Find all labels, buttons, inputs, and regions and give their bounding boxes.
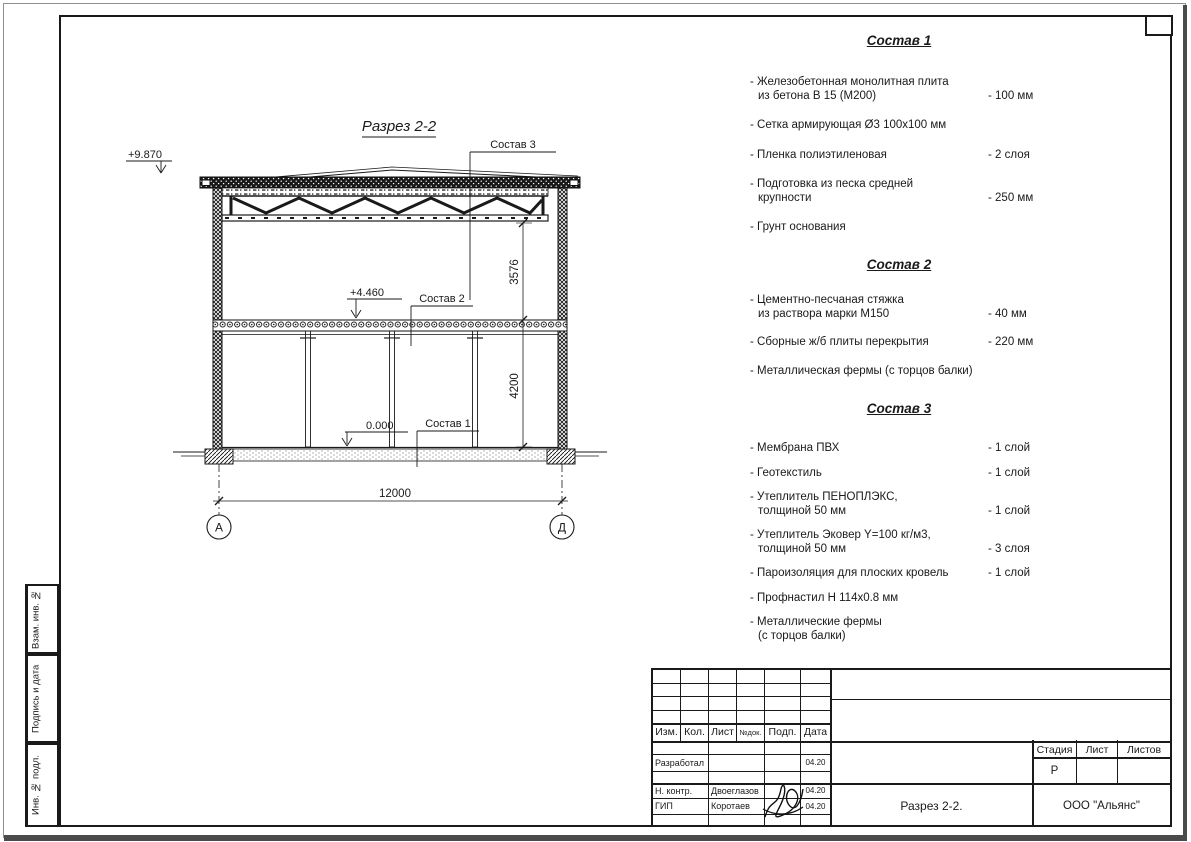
ground-floor	[173, 448, 607, 465]
sidebar-cell-inv	[25, 743, 59, 827]
tb-stage-label: Стадия	[1036, 743, 1073, 756]
wall-left	[213, 188, 222, 450]
tb-name-dvoeglazov: Двоеглазов	[711, 785, 759, 796]
composition-1-title: Состав 1	[866, 33, 932, 48]
wall-right	[558, 188, 567, 450]
label-sostav2: Состав 2	[419, 293, 465, 305]
list-item: - Геотекстиль - 1 слой	[750, 466, 1031, 479]
composition-list-3	[750, 401, 1048, 654]
sidebar-label: Инв. № подл.	[27, 745, 44, 825]
span-dimension: 12000	[379, 488, 411, 500]
floor-slab	[213, 320, 567, 335]
title-block	[651, 668, 1172, 827]
tb-role-razrabotal: Разработал	[655, 757, 704, 768]
drawing-title: Разрез 2-2	[361, 118, 437, 135]
sidebar-cell-vzam	[25, 584, 59, 654]
tb-col-data: Дата	[803, 726, 828, 738]
roof-truss	[222, 196, 548, 221]
list-item: - Пароизоляция для плоских кровель - 1 слой	[750, 567, 1031, 579]
list-item: - Пленка полиэтиленовая - 2 слоя	[750, 148, 1030, 161]
composition-3-title: Состав 3	[866, 401, 932, 416]
sidebar-label: Подпись и дата	[27, 656, 44, 741]
list-item: - Сетка армирующая Ø3 100х100 мм	[750, 119, 947, 131]
tb-col-kol: Кол.	[684, 726, 705, 738]
tb-role-nkontr: Н. контр.	[655, 785, 693, 796]
elevation-zero: 0.000	[366, 420, 394, 432]
tb-sheet-label: Лист	[1085, 743, 1109, 756]
tb-col-podp: Подп.	[768, 726, 797, 738]
truss-height-dimension: 3576	[509, 259, 521, 285]
list-item: - Утеплитель Эковер Y=100 кг/м3, толщиной 50 мм - 3 слоя	[750, 529, 1030, 555]
axis-bubble-left: А	[214, 520, 224, 535]
tb-date: 04.20	[805, 801, 826, 811]
tb-role-gip: ГИП	[655, 801, 673, 811]
tb-col-list: Лист	[711, 726, 734, 738]
axis-bubble-right: Д	[557, 520, 567, 535]
list-item: - Металлическая фермы (с торцов балки)	[750, 364, 973, 377]
tb-date: 04.20	[805, 786, 826, 795]
composition-list-1	[750, 33, 1048, 251]
floor-height-dimension: 4200	[509, 373, 521, 399]
tb-date: 04.20	[805, 758, 826, 767]
axis-dimension	[207, 464, 574, 539]
tb-sheets-label: Листов	[1126, 743, 1162, 756]
sidebar-label: Взам. инв. №	[27, 586, 44, 652]
elevation-top: +9.870	[128, 149, 162, 161]
tb-col-ndok: №док.	[739, 727, 762, 737]
tb-name-korotaev: Коротаев	[711, 801, 750, 811]
tb-doc-title: Разрез 2-2.	[900, 799, 963, 813]
list-item: - Мембрана ПВХ - 1 слой	[750, 442, 1031, 454]
composition-list-2	[750, 257, 1048, 393]
list-item: - Профнастил Н 114х0.8 мм	[750, 591, 899, 604]
sidebar-cell-podpis	[25, 654, 59, 743]
signature-scribble	[761, 779, 805, 823]
list-item: - Сборные ж/б плиты перекрытия - 220 мм	[750, 336, 1034, 348]
list-item: - Утеплитель ПЕНОПЛЭКС, толщиной 50 мм - 1 слой	[750, 491, 1031, 517]
list-item: - Грунт основания	[750, 221, 846, 233]
tb-stage-value: Р	[1050, 765, 1059, 777]
list-item: - Подготовка из песка средней крупности - 250 мм	[750, 178, 1034, 204]
elevation-marks	[126, 161, 408, 446]
list-item: - Цементно-песчаная стяжка из раствора марки М150 - 40 мм	[750, 294, 1027, 320]
tb-company: ООО "Альянс"	[1063, 800, 1140, 812]
tb-col-izm: Изм.	[655, 726, 678, 738]
height-dimensions	[512, 219, 532, 451]
list-item: - Железобетонная монолитная плита из бетона В 15 (М200) - 100 мм	[750, 76, 1034, 102]
elevation-mid: +4.460	[350, 287, 384, 299]
composition-2-title: Состав 2	[866, 257, 932, 272]
label-sostav3: Состав 3	[490, 139, 536, 151]
roof-deck	[200, 177, 580, 196]
label-sostav1: Состав 1	[425, 418, 471, 430]
list-item: - Металлические фермы (с торцов балки)	[750, 616, 882, 642]
